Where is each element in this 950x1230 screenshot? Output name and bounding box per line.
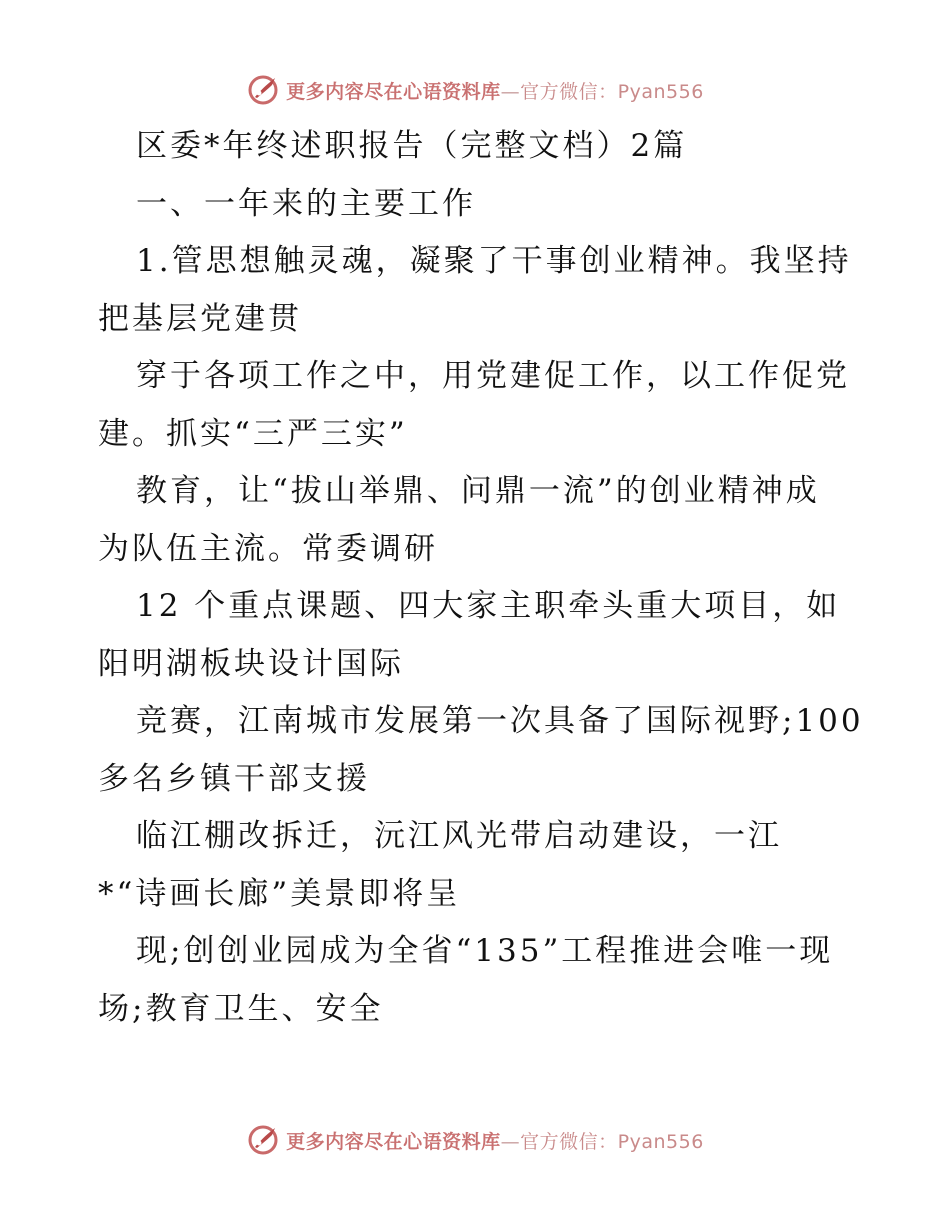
watermark-text: [286, 77, 704, 104]
text-line: 竞赛，江南城市发展第一次具备了国际视野;100: [136, 703, 864, 739]
text-line: 为队伍主流。常委调研: [98, 530, 438, 567]
text-line: 12 个重点课题、四大家主职牵头重大项目，如: [136, 588, 841, 624]
text-line: 一、一年来的主要工作: [136, 185, 476, 222]
header-watermark: [0, 70, 950, 110]
text-line: 教育，让“拔山举鼎、问鼎一流”的创业精神成: [136, 473, 820, 509]
text-line: 把基层党建贯: [98, 300, 302, 337]
watermark-text: [286, 1127, 704, 1154]
text-line: 场;教育卫生、安全: [98, 990, 384, 1027]
text-line: 临江棚改拆迁，沅江风光带启动建设，一江: [136, 818, 782, 854]
text-line: 建。抓实“三严三实”: [98, 415, 408, 452]
text-line: 多名乡镇干部支援: [98, 760, 370, 797]
text-line: 阳明湖板块设计国际: [98, 645, 404, 682]
text-line: 1.管思想触灵魂，凝聚了干事创业精神。我坚持: [136, 243, 852, 279]
quill-logo-icon: [246, 1123, 280, 1157]
text-line: 现;创创业园成为全省“135”工程推进会唯一现: [136, 933, 834, 969]
watermark-separator: —: [500, 1130, 521, 1153]
text-line: 穿于各项工作之中，用党建促工作，以工作促党: [136, 358, 850, 394]
watermark-contact: 官方微信：Pyan556: [520, 1130, 704, 1153]
footer-watermark: [0, 1120, 950, 1160]
watermark-brand: 更多内容尽在心语资料库: [286, 80, 501, 103]
quill-logo-icon: [246, 73, 280, 107]
document-body: [98, 118, 864, 1038]
text-line: *“诗画长廊”美景即将呈: [98, 875, 461, 912]
watermark-separator: —: [500, 80, 521, 103]
watermark-contact: 官方微信：Pyan556: [520, 80, 704, 103]
watermark-brand: 更多内容尽在心语资料库: [286, 1130, 501, 1153]
text-line: 区委*年终述职报告（完整文档）2篇: [136, 128, 688, 164]
